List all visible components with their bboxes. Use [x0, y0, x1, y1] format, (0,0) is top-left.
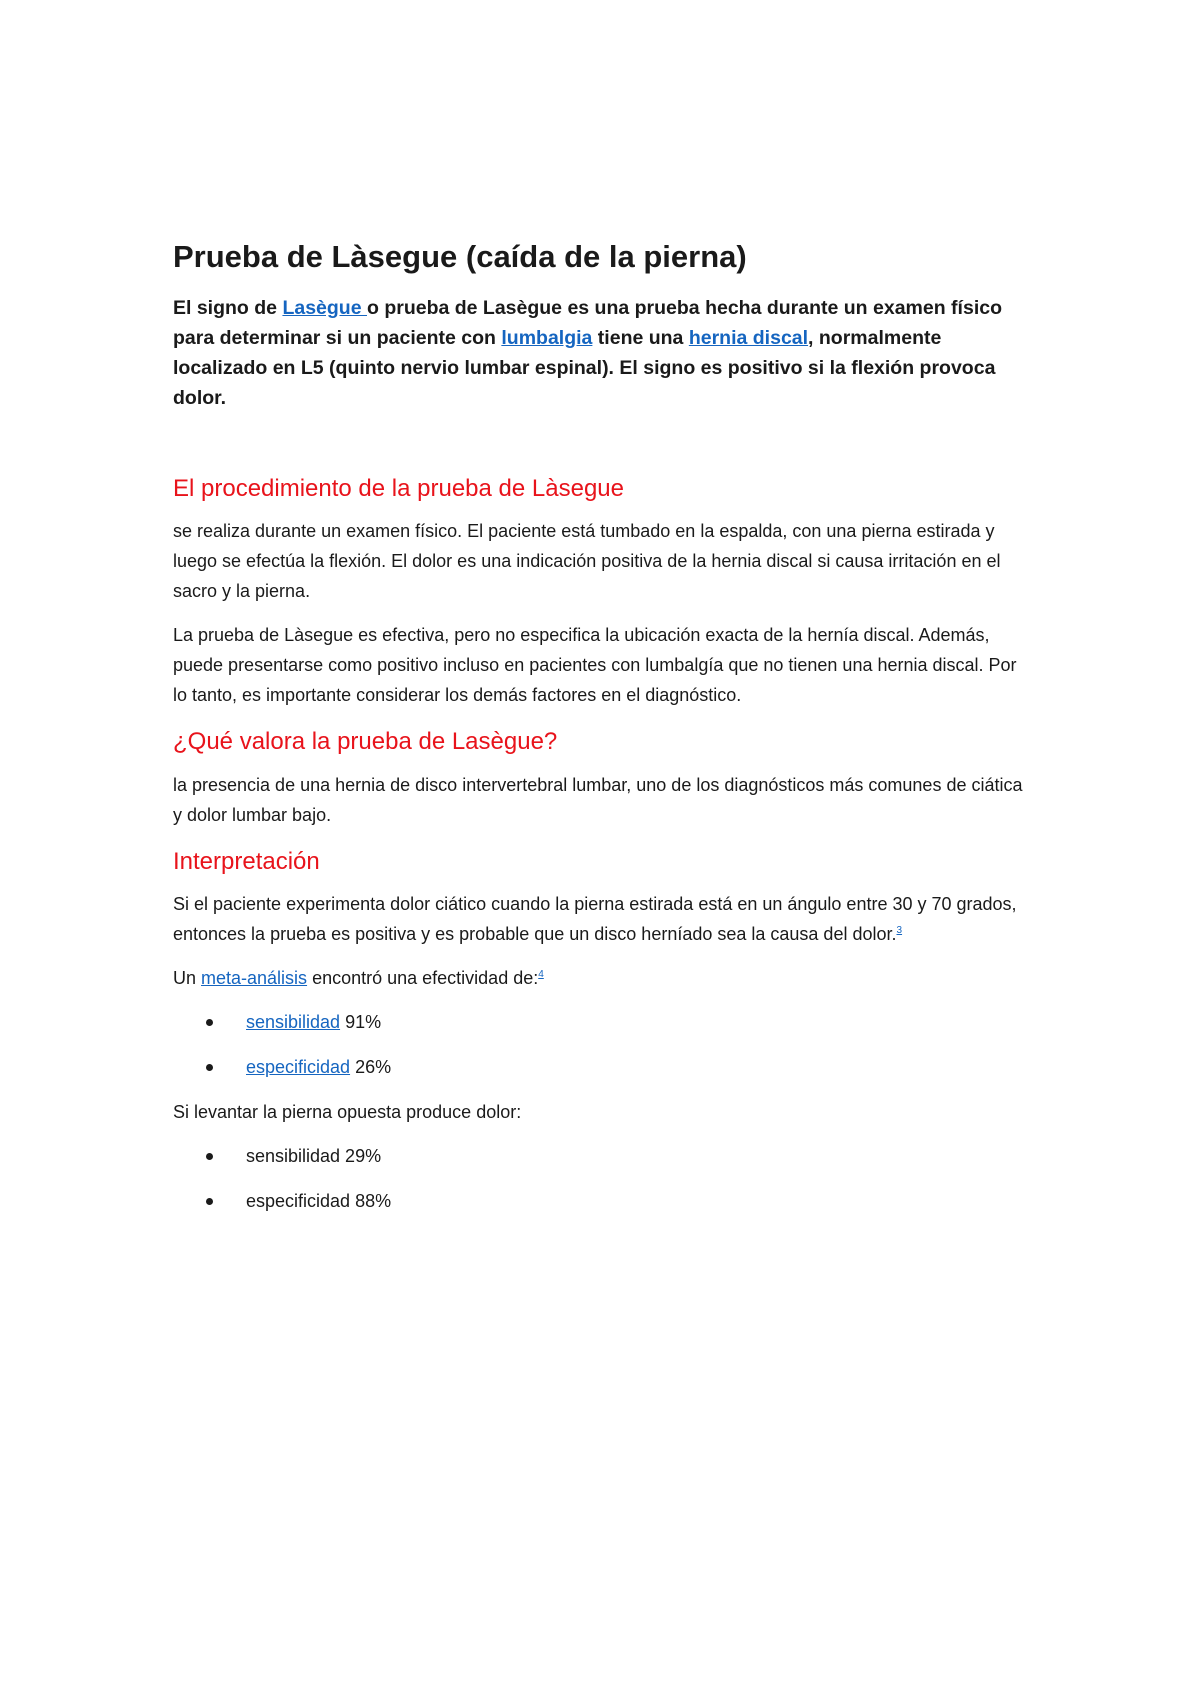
list-item-text: sensibilidad 29%	[246, 1145, 382, 1166]
list-item	[173, 1186, 1035, 1216]
intro-text: , normalmente localizado en L5 (quinto nervio lumbar espinal). El signo es positivo si la flexión provoca dolor.	[173, 327, 996, 410]
opposite-leg-list	[173, 1141, 1035, 1216]
link-lumbalgia[interactable]: lumbalgia	[501, 327, 593, 350]
document-page	[173, 238, 1035, 1231]
reference-link-4[interactable]: 4	[538, 968, 544, 980]
list-item-text: especificidad 88%	[246, 1190, 392, 1211]
procedimiento-paragraph-1: se realiza durante un examen físico. El paciente está tumbado en la espalda, con una pierna estirada y luego se efectúa la flexión. El dolor es una indicación positiva de la hernia discal si causa irritación en el sacro y la pierna.	[173, 521, 1001, 602]
link-especificidad[interactable]: especificidad	[246, 1056, 351, 1077]
list-item	[173, 1141, 1035, 1171]
list-item-value: 91%	[340, 1011, 382, 1032]
que-valora-paragraph: la presencia de una hernia de disco intervertebral lumbar, uno de los diagnósticos más comunes de ciática y dolor lumbar bajo.	[173, 774, 1023, 825]
link-hernia-discal[interactable]: hernia discal	[688, 327, 809, 350]
bullet-icon	[206, 1153, 213, 1160]
link-sensibilidad[interactable]: sensibilidad	[246, 1011, 341, 1032]
meta-text: encontró una efectividad de:	[307, 967, 539, 988]
section-heading-procedimiento: El procedimiento de la prueba de Làsegue	[173, 475, 624, 503]
bullet-icon	[206, 1198, 213, 1205]
link-meta-analisis[interactable]: meta-análisis	[201, 967, 308, 988]
bullet-icon	[206, 1019, 213, 1026]
reference-link-3[interactable]: 3	[896, 924, 903, 936]
effectiveness-list	[173, 1007, 1035, 1082]
intro-paragraph	[173, 293, 1035, 413]
list-item-value: 26%	[350, 1056, 392, 1077]
procedimiento-paragraph-2: La prueba de Làsegue es efectiva, pero no especifica la ubicación exacta de la hernía discal. Además, puede presentarse como positivo incluso en pacientes con lumbalgía que no tienen una hernia discal. Por lo tanto, es importante considerar los demás factores en el diagnóstico.	[173, 625, 1017, 706]
intro-text: tiene una	[592, 327, 689, 350]
intro-text: El signo de	[173, 297, 283, 320]
reference-superscript	[538, 969, 544, 980]
intro-text: o prueba de Lasègue es una prueba hecha durante un examen físico para determinar si un paciente con	[173, 297, 1002, 350]
meta-analisis-paragraph	[173, 963, 1035, 993]
opposite-leg-paragraph: Si levantar la pierna opuesta produce dolor:	[173, 1101, 522, 1122]
interpretacion-text: Si el paciente experimenta dolor ciático cuando la pierna estirada está en un ángulo entre 30 y 70 grados, entonces la prueba es positiva y es probable que un disco herníado sea la causa del dolor.	[173, 893, 1017, 944]
section-heading-interpretacion: Interpretación	[173, 847, 320, 875]
list-item	[173, 1007, 1035, 1037]
bullet-icon	[206, 1064, 213, 1071]
list-item	[173, 1052, 1035, 1082]
page-title: Prueba de Làsegue (caída de la pierna)	[173, 239, 747, 274]
meta-text: Un	[173, 967, 202, 988]
reference-superscript	[897, 925, 903, 936]
section-heading-que-valora: ¿Qué valora la prueba de Lasègue?	[173, 728, 558, 756]
link-lasegue[interactable]: Lasègue	[282, 297, 367, 320]
interpretacion-paragraph	[173, 889, 1035, 949]
